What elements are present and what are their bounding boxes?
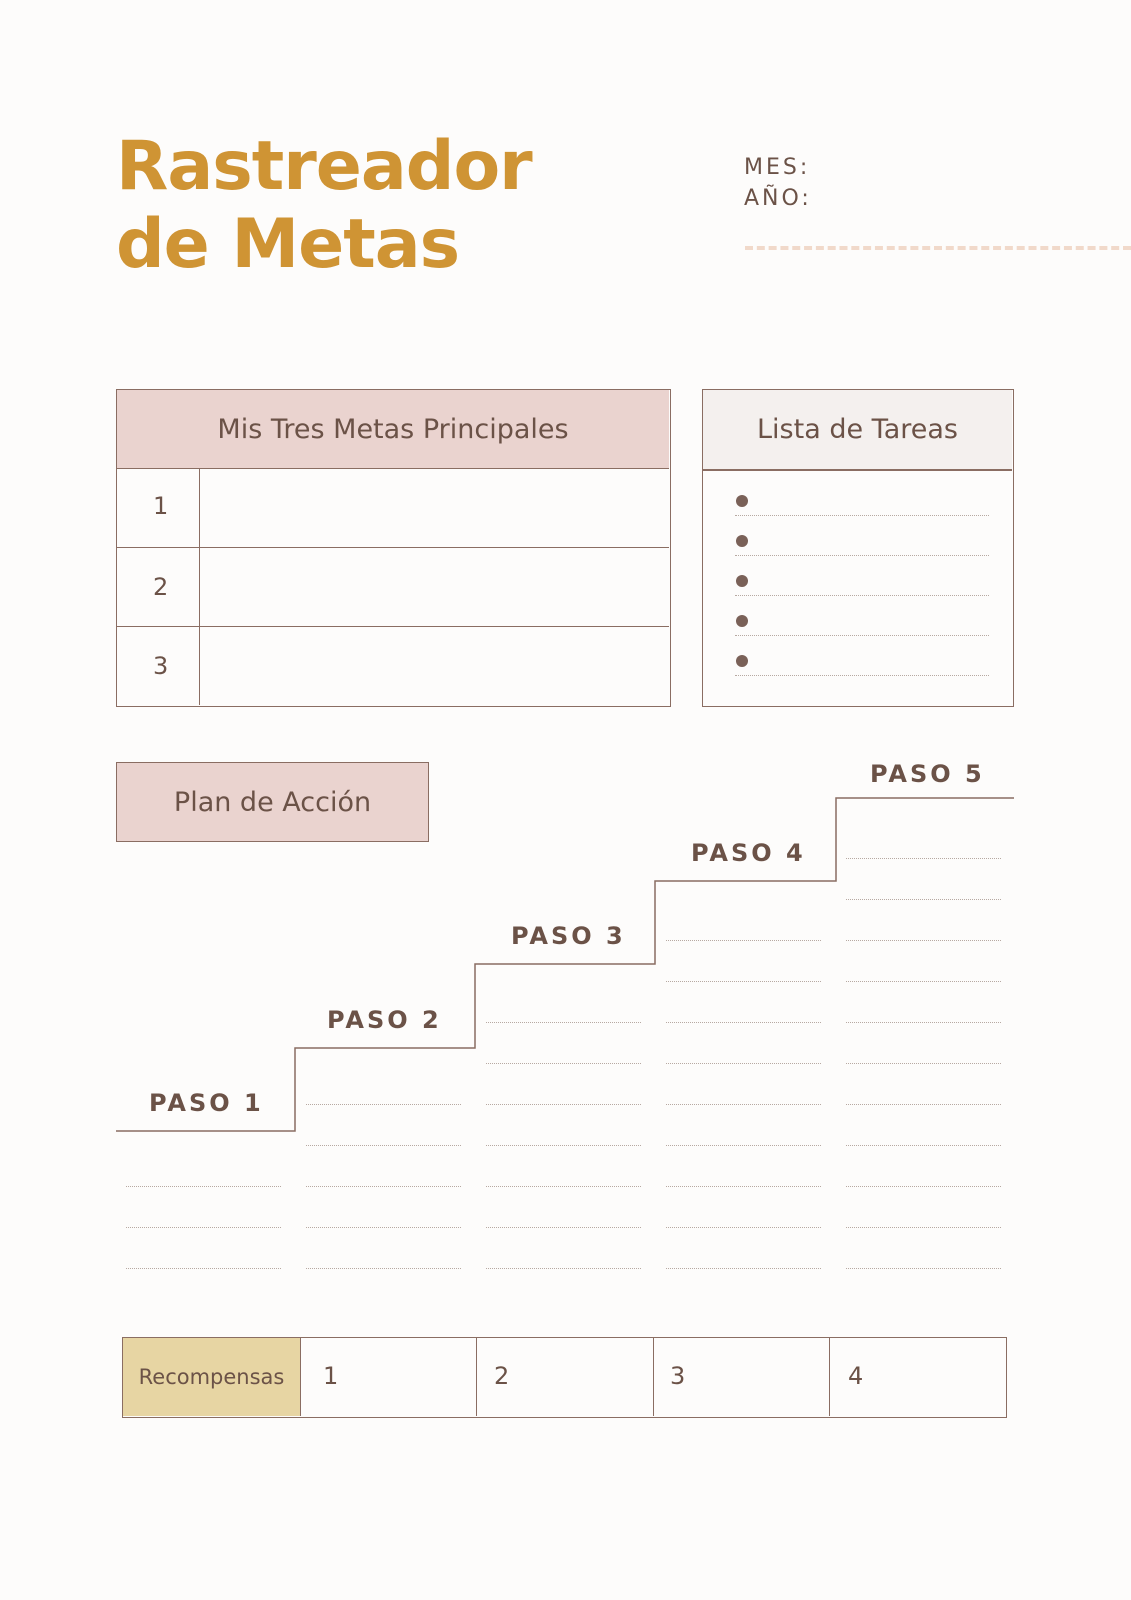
step-4-line-7[interactable]	[666, 1186, 821, 1187]
reward-number-4: 4	[848, 1362, 864, 1390]
step-5-line-2[interactable]	[846, 899, 1001, 900]
step-2-line-2[interactable]	[306, 1145, 461, 1146]
step-5-line-8[interactable]	[846, 1145, 1001, 1146]
step-4-line-3[interactable]	[666, 1022, 821, 1023]
rewards-row	[122, 1337, 1007, 1418]
step-4-line-5[interactable]	[666, 1104, 821, 1105]
step-4-line-8[interactable]	[666, 1227, 821, 1228]
step-1-line-3[interactable]	[126, 1268, 281, 1269]
step-4-line-2[interactable]	[666, 981, 821, 982]
step-2-line-4[interactable]	[306, 1227, 461, 1228]
step-3-line-5[interactable]	[486, 1186, 641, 1187]
step-label-2: PASO 2	[327, 1006, 442, 1034]
goal-number-1: 1	[153, 492, 169, 520]
step-5-line-1[interactable]	[846, 858, 1001, 859]
tasks-header: Lista de Tareas	[703, 390, 1012, 469]
step-2-line-5[interactable]	[306, 1268, 461, 1269]
step-5-line-5[interactable]	[846, 1022, 1001, 1023]
goal-number-3: 3	[153, 652, 169, 680]
step-5-line-6[interactable]	[846, 1063, 1001, 1064]
goals-header: Mis Tres Metas Principales	[117, 390, 669, 468]
step-1-line-1[interactable]	[126, 1186, 281, 1187]
step-3-line-2[interactable]	[486, 1063, 641, 1064]
reward-number-3: 3	[670, 1362, 686, 1390]
step-5-line-9[interactable]	[846, 1186, 1001, 1187]
year-label: AÑO:	[744, 186, 812, 211]
plan-header: Plan de Acción	[116, 762, 429, 842]
step-1-line-2[interactable]	[126, 1227, 281, 1228]
step-2-line-1[interactable]	[306, 1104, 461, 1105]
step-5-line-7[interactable]	[846, 1104, 1001, 1105]
reward-field-2[interactable]	[478, 1338, 651, 1416]
step-3-line-1[interactable]	[486, 1022, 641, 1023]
step-4-line-6[interactable]	[666, 1145, 821, 1146]
step-label-5: PASO 5	[870, 760, 985, 788]
rewards-divider	[476, 1338, 477, 1416]
step-5-line-4[interactable]	[846, 981, 1001, 982]
step-4-line-1[interactable]	[666, 940, 821, 941]
rewards-divider	[829, 1338, 830, 1416]
reward-field-1[interactable]	[302, 1338, 474, 1416]
step-2-line-3[interactable]	[306, 1186, 461, 1187]
rewards-divider	[653, 1338, 654, 1416]
step-5-line-10[interactable]	[846, 1227, 1001, 1228]
rewards-label: Recompensas	[123, 1338, 300, 1416]
reward-field-4[interactable]	[831, 1338, 1005, 1416]
reward-number-2: 2	[494, 1362, 510, 1390]
reward-field-3[interactable]	[655, 1338, 827, 1416]
step-label-4: PASO 4	[691, 839, 806, 867]
step-4-line-4[interactable]	[666, 1063, 821, 1064]
rewards-divider	[300, 1338, 301, 1416]
step-5-line-3[interactable]	[846, 940, 1001, 941]
step-5-line-11[interactable]	[846, 1268, 1001, 1269]
reward-number-1: 1	[323, 1362, 339, 1390]
step-3-line-3[interactable]	[486, 1104, 641, 1105]
month-label: MES:	[744, 155, 811, 180]
step-3-line-7[interactable]	[486, 1268, 641, 1269]
step-label-1: PASO 1	[149, 1089, 264, 1117]
title-line-2: de Metas	[116, 205, 460, 284]
step-label-3: PASO 3	[511, 922, 626, 950]
step-3-line-4[interactable]	[486, 1145, 641, 1146]
goal-number-2: 2	[153, 573, 169, 601]
title-line-1: Rastreador	[116, 127, 532, 206]
step-4-line-9[interactable]	[666, 1268, 821, 1269]
step-3-line-6[interactable]	[486, 1227, 641, 1228]
